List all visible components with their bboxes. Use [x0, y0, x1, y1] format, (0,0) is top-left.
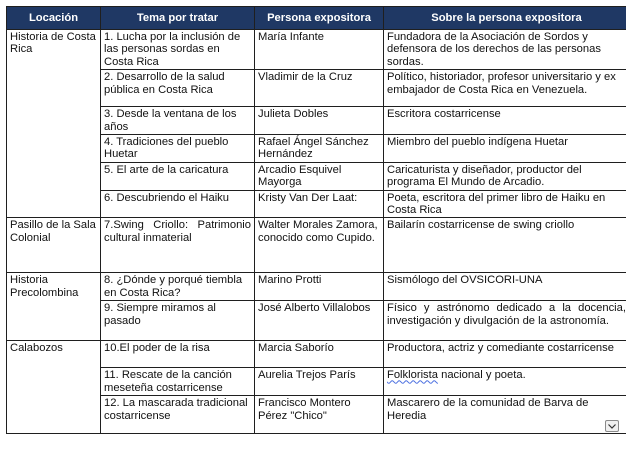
about-cell: Político, historiador, profesor universitario y ex embajador de Costa Rica en Venezuela. [384, 70, 626, 107]
topic-cell: 4. Tradiciones del pueblo Huetar [101, 135, 255, 163]
chevron-down-icon [608, 424, 616, 429]
header-topic: Tema por tratar [101, 7, 255, 30]
topic-cell: 8. ¿Dónde y porqué tiembla en Costa Rica? [101, 273, 255, 301]
topic-cell: 10.El poder de la risa [101, 341, 255, 368]
about-cell: Caricaturista y diseñador, productor del programa El Mundo de Arcadio. [384, 162, 626, 190]
person-cell: Aurelia Trejos París [255, 368, 384, 396]
about-cell: Sismólogo del OVSICORI-UNA [384, 273, 626, 301]
person-cell: Walter Morales Zamora, conocido como Cupido. [255, 218, 384, 273]
topic-cell: 3. Desde la ventana de los años [101, 107, 255, 135]
about-cell: Fundadora de la Asociación de Sordos y defensora de los derechos de las personas sordas. [384, 30, 626, 70]
person-cell: Marcia Saborío [255, 341, 384, 368]
about-cell: Físico y astrónomo dedicado a la docencia, investigación y divulgación de la astronomía. [384, 301, 626, 341]
table-row [7, 218, 626, 273]
header-row [7, 7, 626, 30]
about-cell: Miembro del pueblo indígena Huetar [384, 135, 626, 163]
table-options-button[interactable] [605, 420, 619, 432]
about-cell: Poeta, escritora del primer libro de Haiku en Costa Rica [384, 190, 626, 218]
person-cell: Francisco Montero Pérez "Chico" [255, 396, 384, 434]
table-row [7, 30, 626, 70]
about-cell: Mascarero de la comunidad de Barva de Heredia [384, 396, 626, 434]
location-cell: Calabozos [7, 341, 101, 434]
person-cell: Vladimir de la Cruz [255, 70, 384, 107]
person-cell: Kristy Van Der Laat: [255, 190, 384, 218]
topic-cell: 9. Siempre miramos al pasado [101, 301, 255, 341]
header-person: Persona expositora [255, 7, 384, 30]
about-cell [384, 368, 626, 396]
schedule-table [6, 6, 626, 434]
person-cell: María Infante [255, 30, 384, 70]
location-cell: Historia de Costa Rica [7, 30, 101, 218]
topic-cell: 6. Descubriendo el Haiku [101, 190, 255, 218]
about-cell: Escritora costarricense [384, 107, 626, 135]
topic-cell: 5. El arte de la caricatura [101, 162, 255, 190]
misspelled-word: Folklorista [387, 369, 438, 382]
about-text: nacional y poeta. [437, 369, 526, 382]
about-cell: Productora, actriz y comediante costarricense [384, 341, 626, 368]
location-cell: Historia Precolombina [7, 273, 101, 341]
topic-cell: 12. La mascarada tradicional costarricense [101, 396, 255, 434]
person-cell: Marino Protti [255, 273, 384, 301]
table-row [7, 341, 626, 368]
person-cell: José Alberto Villalobos [255, 301, 384, 341]
person-cell: Julieta Dobles [255, 107, 384, 135]
about-cell: Bailarín costarricense de swing criollo [384, 218, 626, 273]
person-cell: Arcadio Esquivel Mayorga [255, 162, 384, 190]
person-cell: Rafael Ángel Sánchez Hernández [255, 135, 384, 163]
topic-cell: 2. Desarrollo de la salud pública en Costa Rica [101, 70, 255, 107]
topic-cell: 7.Swing Criollo: Patrimonio cultural inmaterial [101, 218, 255, 273]
table-row [7, 273, 626, 301]
topic-cell: 1. Lucha por la inclusión de las personas sordas en Costa Rica [101, 30, 255, 70]
topic-cell: 11. Rescate de la canción meseteña costarricense [101, 368, 255, 396]
location-cell: Pasillo de la Sala Colonial [7, 218, 101, 273]
header-about: Sobre la persona expositora [384, 7, 626, 30]
header-location: Locación [7, 7, 101, 30]
